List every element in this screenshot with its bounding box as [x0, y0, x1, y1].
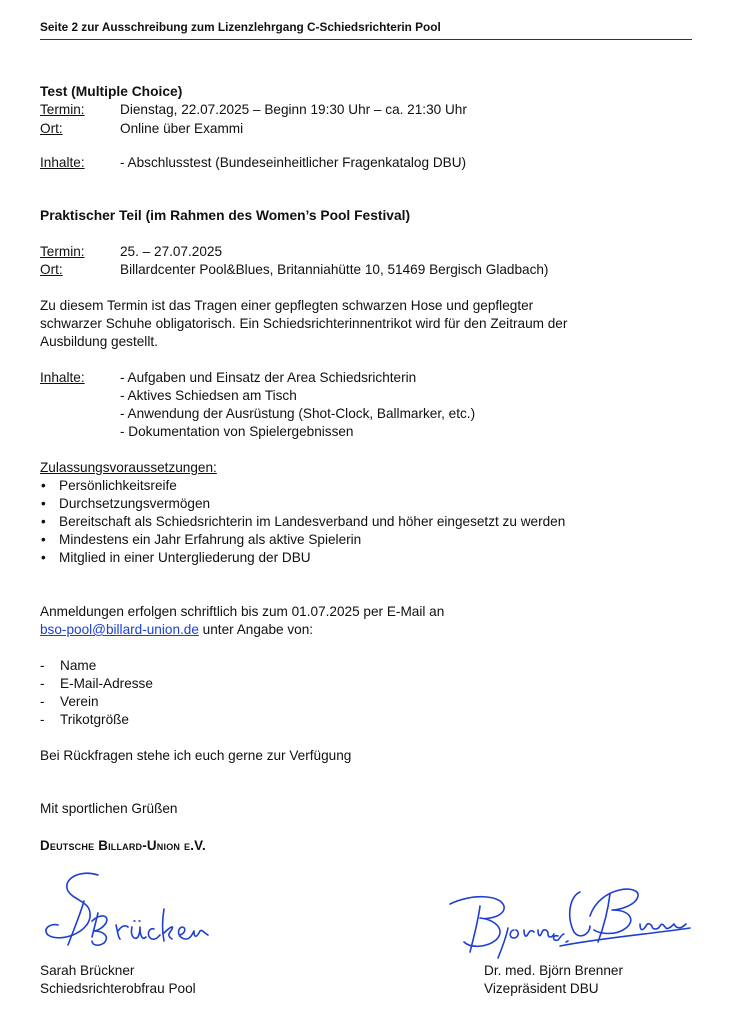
anmeldung-line-rest: unter Angabe von:: [198, 622, 314, 637]
zulassung-item: • Mitglied in einer Untergliederung der DBU: [59, 550, 311, 565]
praxis-inhalte-label: Inhalte:: [40, 370, 85, 385]
page-header: Seite 2 zur Ausschreibung zum Lizenzlehrgang C-Schiedsrichterin Pool: [40, 20, 441, 34]
praxis-paragraph-line: schwarzer Schuhe obligatorisch. Ein Schiedsrichterinnentrikot wird für den Zeitraum der: [40, 316, 568, 331]
test-termin-label: Termin:: [40, 102, 85, 117]
praxis-paragraph-line: Ausbildung gestellt.: [40, 334, 158, 349]
test-inhalte-label: Inhalte:: [40, 155, 85, 170]
anmeldung-item: - E-Mail-Adresse: [60, 676, 153, 691]
praxis-ort-label: Ort:: [40, 262, 63, 277]
anmeldung-item: - Trikotgröße: [60, 712, 129, 727]
test-heading: Test (Multiple Choice): [40, 84, 183, 99]
closing-greeting: Mit sportlichen Grüßen: [40, 801, 178, 816]
anmeldung-item: - Name: [60, 658, 96, 673]
zulassung-item: • Durchsetzungsvermögen: [59, 496, 210, 511]
test-ort-label: Ort:: [40, 121, 63, 136]
rueckfragen-text: Bei Rückfragen stehe ich euch gerne zur Verfügung: [40, 748, 352, 763]
email-link[interactable]: bso-pool@billard-union.de: [40, 622, 199, 637]
signer-name: Sarah Brückner: [40, 963, 135, 978]
praxis-ort-value: Billardcenter Pool&Blues, Britanniahütte 10, 51469 Bergisch Gladbach): [120, 262, 549, 277]
zulassung-item: • Persönlichkeitsreife: [59, 478, 177, 493]
anmeldung-line-2: [40, 622, 313, 637]
anmeldung-line: Anmeldungen erfolgen schriftlich bis zum 01.07.2025 per E-Mail an: [40, 604, 445, 619]
test-inhalte-value: - Abschlusstest (Bundeseinheitlicher Fragenkatalog DBU): [120, 155, 467, 170]
zulassung-item: • Bereitschaft als Schiedsrichterin im Landesverband und höher eingesetzt zu werden: [59, 514, 565, 529]
zulassung-item: • Mindestens ein Jahr Erfahrung als aktive Spielerin: [59, 532, 361, 547]
signer-name: Dr. med. Björn Brenner: [484, 963, 624, 978]
signer-role: Vizepräsident DBU: [484, 981, 599, 996]
test-termin-value: Dienstag, 22.07.2025 – Beginn 19:30 Uhr – ca. 21:30 Uhr: [120, 102, 467, 117]
praxis-inhalte-item: - Aufgaben und Einsatz der Area Schiedsrichterin: [120, 370, 417, 385]
praxis-inhalte-item: - Anwendung der Ausrüstung (Shot-Clock, Ballmarker, etc.): [120, 406, 476, 421]
praxis-paragraph-line: Zu diesem Termin ist das Tragen einer gepflegten schwarzen Hose und gepflegter: [40, 298, 534, 313]
signature-bjoern-brenner: [440, 876, 700, 962]
header-rule: [40, 39, 692, 40]
praxis-termin-value: 25. – 27.07.2025: [120, 244, 223, 259]
praxis-termin-label: Termin:: [40, 244, 85, 259]
signature-sarah-brueckner: [40, 865, 220, 955]
praxis-heading: Praktischer Teil (im Rahmen des Women’s Pool Festival): [40, 208, 411, 223]
anmeldung-item: - Verein: [60, 694, 99, 709]
praxis-inhalte-item: - Aktives Schiedsen am Tisch: [120, 388, 297, 403]
signer-role: Schiedsrichterobfrau Pool: [40, 981, 196, 996]
zulassung-heading: Zulassungsvoraussetzungen:: [40, 460, 217, 475]
organization-name: Deutsche Billard-Union e.V.: [40, 838, 206, 853]
test-ort-value: Online über Exammi: [120, 121, 244, 136]
praxis-inhalte-item: - Dokumentation von Spielergebnissen: [120, 424, 354, 439]
